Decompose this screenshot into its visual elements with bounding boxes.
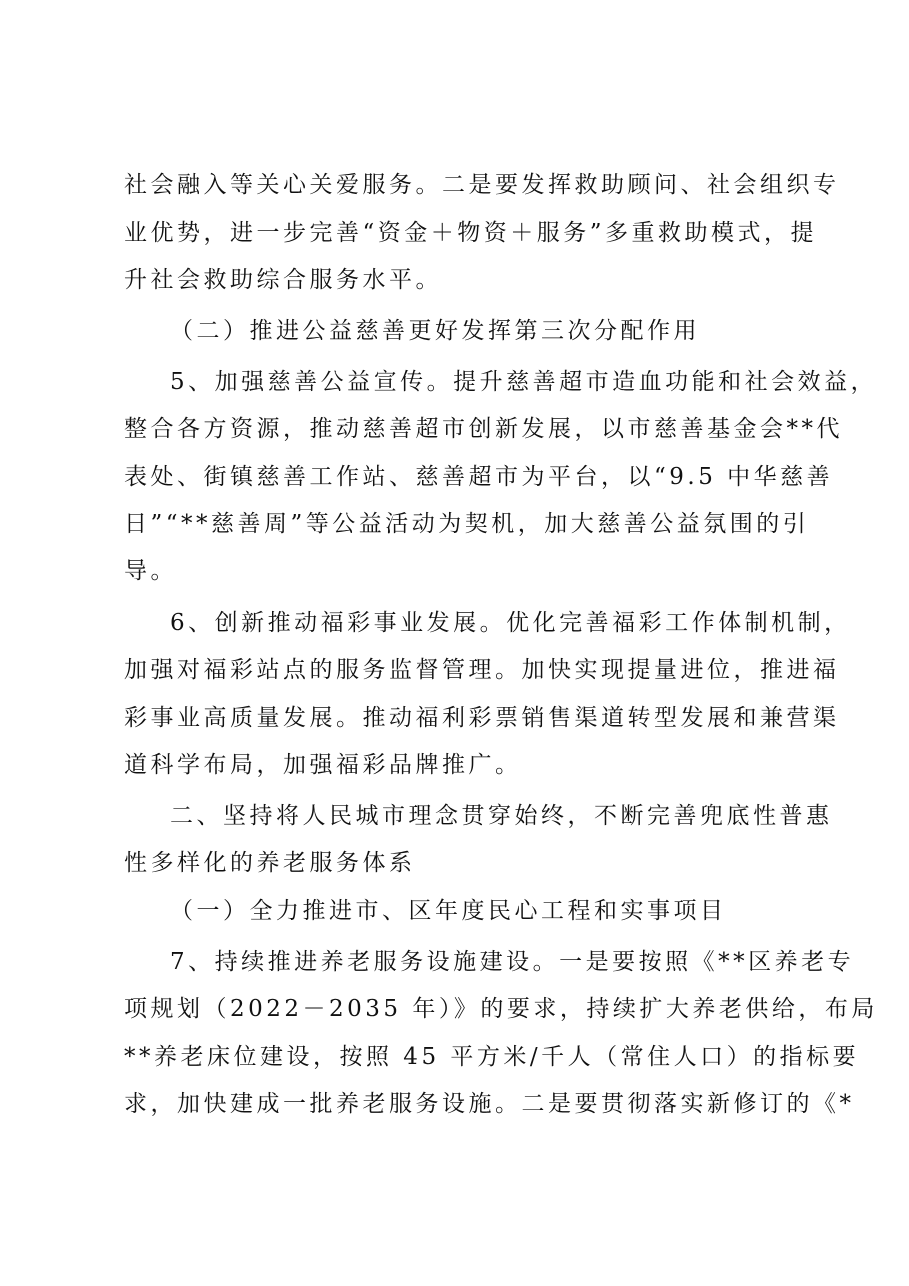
paragraph-line: 整合各方资源，推动慈善超市创新发展，以市慈善基金会**代 bbox=[124, 416, 843, 442]
paragraph-line: 道科学布局，加强福彩品牌推广。 bbox=[124, 752, 522, 778]
paragraph-line: 6、创新推动福彩事业发展。优化完善福彩工作体制机制， bbox=[170, 610, 851, 636]
paragraph-line: 彩事业高质量发展。推动福利彩票销售渠道转型发展和兼营渠 bbox=[124, 705, 840, 731]
section-heading: 性多样化的养老服务体系 bbox=[124, 850, 416, 876]
paragraph-line: 7、持续推进养老服务设施建设。一是要按照《**区养老专 bbox=[170, 949, 855, 975]
paragraph-line: 社会融入等关心关爱服务。二是要发挥救助顾问、社会组织专 bbox=[124, 172, 840, 198]
paragraph-line: 项规划（2022－2035 年）》的要求，持续扩大养老供给，布局 bbox=[124, 996, 878, 1022]
paragraph-line: 加强对福彩站点的服务监督管理。加快实现提量进位，推进福 bbox=[124, 657, 840, 683]
paragraph-line: 5、加强慈善公益宣传。提升慈善超市造血功能和社会效益， bbox=[170, 369, 878, 395]
section-heading: （二）推进公益慈善更好发挥第三次分配作用 bbox=[170, 318, 700, 344]
paragraph-line: 求，加快建成一批养老服务设施。二是要贯彻落实新修订的《* bbox=[124, 1091, 855, 1117]
section-heading: （一）全力推进市、区年度民心工程和实事项目 bbox=[170, 898, 727, 924]
paragraph-line: 业优势，进一步完善“资金＋物资＋服务”多重救助模式，提 bbox=[124, 220, 818, 246]
section-heading: 二、坚持将人民城市理念贯穿始终，不断完善兜底性普惠 bbox=[170, 803, 833, 829]
paragraph-line: 日”“**慈善周”等公益活动为契机，加大慈善公益氛围的引 bbox=[124, 511, 810, 537]
paragraph-line: 导。 bbox=[124, 558, 177, 584]
paragraph-line: 表处、街镇慈善工作站、慈善超市为平台，以“9.5 中华慈善 bbox=[124, 464, 834, 490]
paragraph-line: **养老床位建设，按照 45 平方米/千人（常住人口）的指标要 bbox=[124, 1044, 860, 1070]
paragraph-line: 升社会救助综合服务水平。 bbox=[124, 267, 442, 293]
